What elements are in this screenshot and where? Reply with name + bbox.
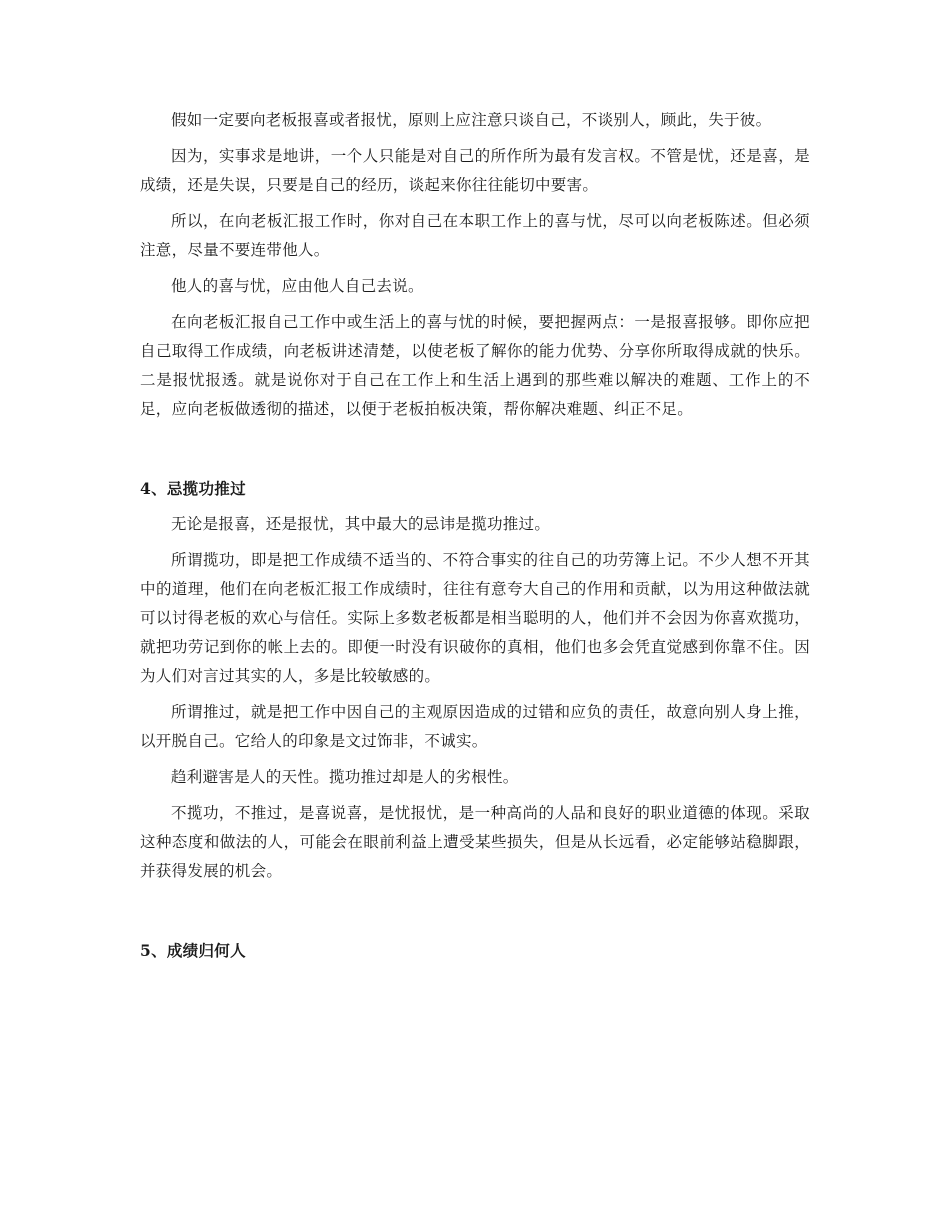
section-heading: 5、成绩归何人: [140, 941, 246, 960]
paragraph: 趋利避害是人的天性。揽功推过却是人的劣根性。: [171, 768, 519, 786]
paragraph: 假如一定要向老板报喜或者报忧，原则上应注意只谈自己，不谈别人，顾此，失于彼。: [171, 111, 772, 129]
paragraph: 无论是报喜，还是报忧，其中最大的忌讳是揽功推过。: [171, 515, 551, 533]
document-page: [140, 106, 810, 965]
paragraph: 在向老板汇报自己工作中或生活上的喜与忧的时候，要把握两点：一是报喜报够。即你应把自己取得工作成绩，向老板讲述清楚，以使老板了解你的能力优势、分享你所取得成就的快乐。二是报忧报透。就是说你对于自己在工作上和生活上遇到的那些难以解决的难题、工作上的不足，应向老板做透彻的描述，以便于老板拍板决策，帮你解决难题、纠正不足。: [140, 313, 810, 418]
section-heading: 4、忌揽功推过: [140, 479, 246, 498]
paragraph: 他人的喜与忧，应由他人自己去说。: [171, 277, 424, 295]
paragraph: 所谓推过，就是把工作中因自己的主观原因造成的过错和应负的责任，故意向别人身上推，以开脱自己。它给人的印象是文过饰非，不诚实。: [140, 703, 810, 750]
paragraph: 因为，实事求是地讲，一个人只能是对自己的所作所为最有发言权。不管是忧，还是喜，是成绩，还是失误，只要是自己的经历，谈起来你往往能切中要害。: [140, 147, 810, 194]
paragraph: 不揽功，不推过，是喜说喜，是忧报忧，是一种高尚的人品和良好的职业道德的体现。采取这种态度和做法的人，可能会在眼前利益上遭受某些损失，但是从长远看，必定能够站稳脚跟，并获得发展的机会。: [140, 804, 810, 880]
paragraph: 所以，在向老板汇报工作时，你对自己在本职工作上的喜与忧，尽可以向老板陈述。但必须注意，尽量不要连带他人。: [140, 212, 810, 259]
paragraph: 所谓揽功，即是把工作成绩不适当的、不符合事实的往自己的功劳簿上记。不少人想不开其中的道理，他们在向老板汇报工作成绩时，往往有意夸大自己的作用和贡献，以为用这种做法就可以讨得老板的欢心与信任。实际上多数老板都是相当聪明的人，他们并不会因为你喜欢揽功，就把功劳记到你的帐上去的。即便一时没有识破你的真相，他们也多会凭直觉感到你靠不住。因为人们对言过其实的人，多是比较敏感的。: [140, 551, 810, 685]
